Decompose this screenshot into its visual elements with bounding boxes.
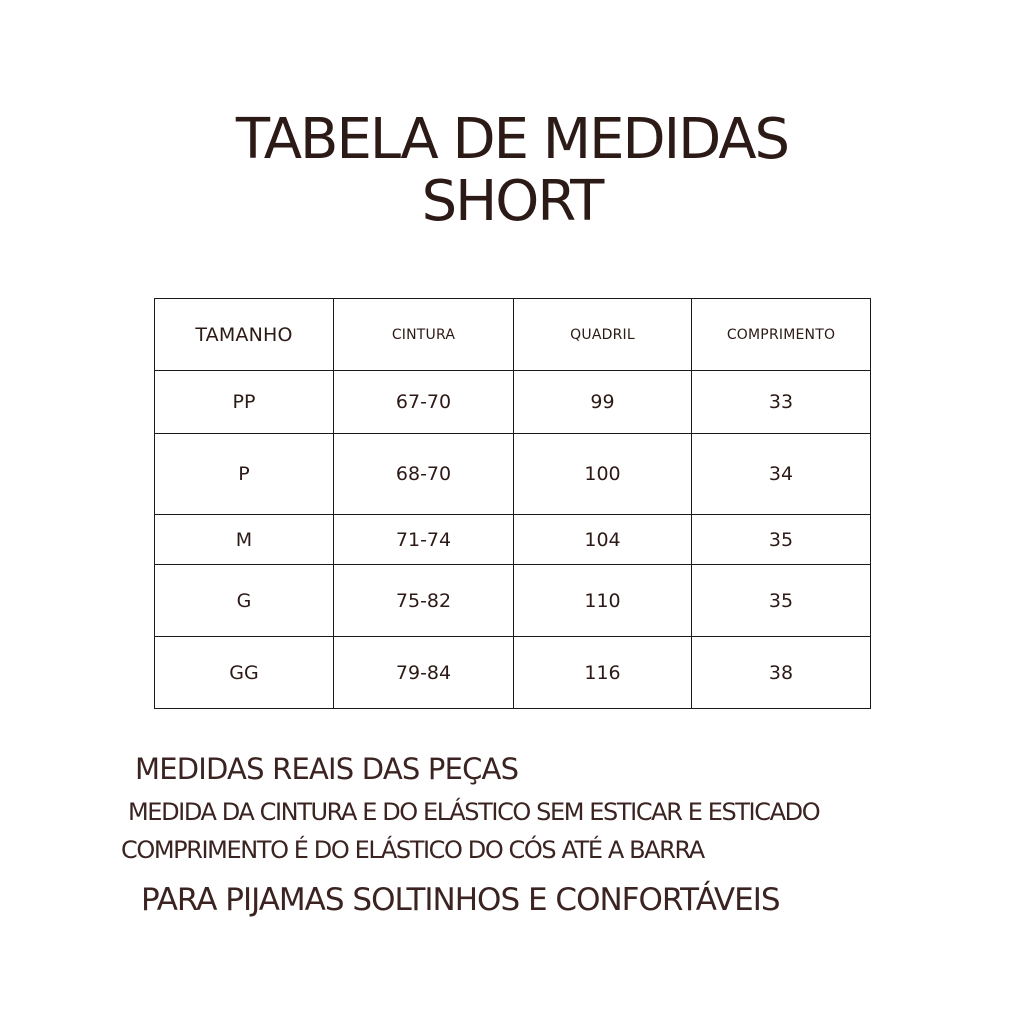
cell-waist: 79-84 bbox=[334, 637, 514, 709]
page-title: TABELA DE MEDIDAS bbox=[235, 107, 789, 172]
cell-size: P bbox=[155, 434, 334, 515]
length-note: COMPRIMENTO É DO ELÁSTICO DO CÓS ATÉ A BARRA bbox=[121, 836, 704, 864]
tagline: PARA PIJAMAS SOLTINHOS E CONFORTÁVEIS bbox=[141, 882, 780, 918]
table-row bbox=[155, 637, 871, 709]
table-header-row bbox=[155, 299, 871, 371]
header-quadril: QUADRIL bbox=[514, 299, 692, 371]
cell-size: M bbox=[155, 515, 334, 565]
cell-waist: 68-70 bbox=[334, 434, 514, 515]
header-cintura: CINTURA bbox=[334, 299, 514, 371]
size-table bbox=[154, 298, 871, 709]
real-measures-note: MEDIDAS REAIS DAS PEÇAS bbox=[135, 752, 519, 786]
cell-length: 35 bbox=[692, 515, 871, 565]
cell-length: 33 bbox=[692, 371, 871, 434]
cell-size: G bbox=[155, 565, 334, 637]
header-comprimento: COMPRIMENTO bbox=[692, 299, 871, 371]
page-subtitle: SHORT bbox=[421, 169, 603, 234]
cell-size: PP bbox=[155, 371, 334, 434]
table-row bbox=[155, 565, 871, 637]
cell-length: 34 bbox=[692, 434, 871, 515]
cell-size: GG bbox=[155, 637, 334, 709]
cell-hip: 99 bbox=[514, 371, 692, 434]
waist-note: MEDIDA DA CINTURA E DO ELÁSTICO SEM ESTICAR E ESTICADO bbox=[128, 798, 820, 826]
header-tamanho: TAMANHO bbox=[155, 299, 334, 371]
cell-waist: 75-82 bbox=[334, 565, 514, 637]
cell-length: 38 bbox=[692, 637, 871, 709]
cell-hip: 116 bbox=[514, 637, 692, 709]
cell-length: 35 bbox=[692, 565, 871, 637]
table-row bbox=[155, 371, 871, 434]
cell-waist: 67-70 bbox=[334, 371, 514, 434]
cell-hip: 110 bbox=[514, 565, 692, 637]
cell-waist: 71-74 bbox=[334, 515, 514, 565]
cell-hip: 100 bbox=[514, 434, 692, 515]
cell-hip: 104 bbox=[514, 515, 692, 565]
table-row bbox=[155, 434, 871, 515]
table-row bbox=[155, 515, 871, 565]
